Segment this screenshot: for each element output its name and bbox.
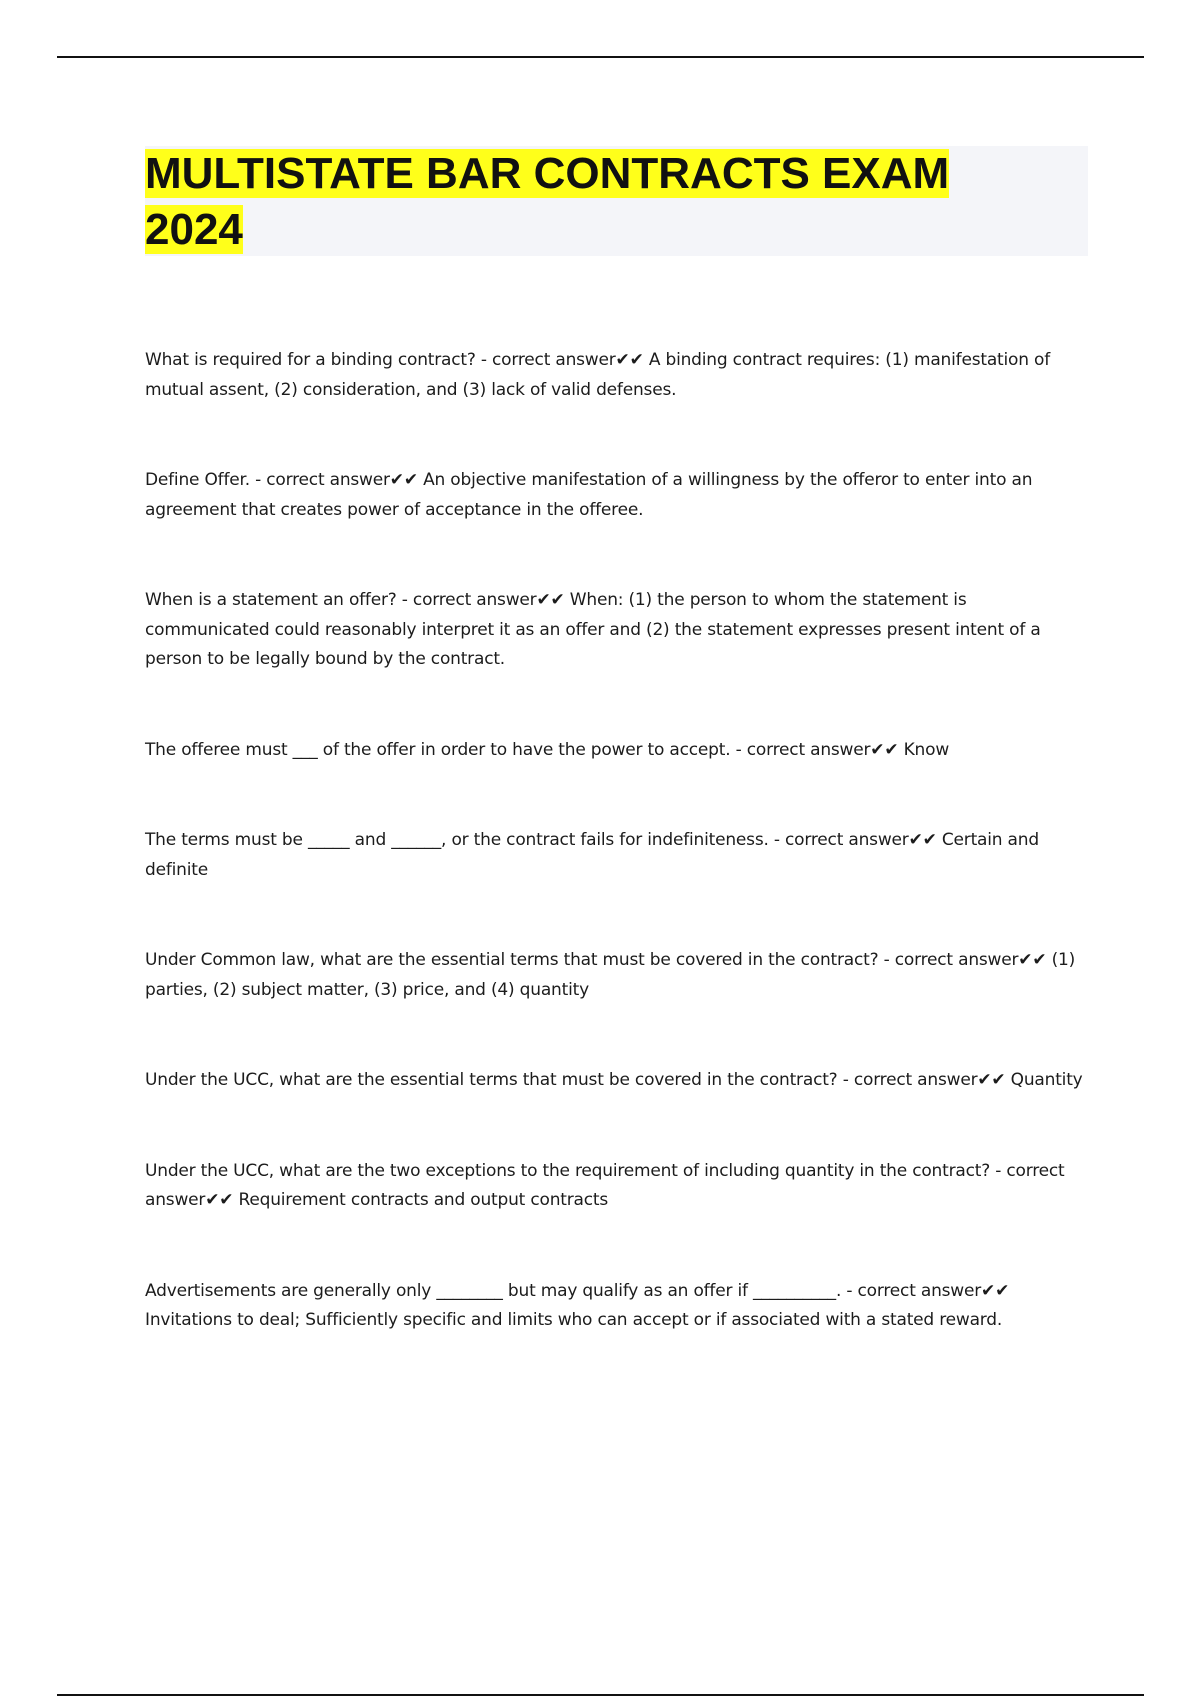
qa-item: Under Common law, what are the essential terms that must be covered in the contract? - correct answer✔✔ (1) parties, (2) subject matter, (3) price, and (4) quantity: [145, 950, 1076, 1000]
qa-item: What is required for a binding contract? - correct answer✔✔ A binding contract requires: (1) manifestation of mutual assent, (2) consideration, and (3) lack of valid defenses.: [145, 350, 1050, 400]
qa-item: The terms must be _____ and ______, or the contract fails for indefiniteness. - correct answer✔✔ Certain and definite: [145, 830, 1039, 880]
qa-item: Under the UCC, what are the two exceptions to the requirement of including quantity in the contract? - correct answer✔✔ Requirement contracts and output contracts: [145, 1160, 1065, 1210]
title-highlight: MULTISTATE BAR CONTRACTS EXAM 2024: [145, 149, 950, 254]
qa-item: When is a statement an offer? - correct answer✔✔ When: (1) the person to whom the statement is communicated could reasonably interpret it as an offer and (2) the statement expresses present intent of a person to be legally bound by the contract.: [145, 590, 1041, 669]
qa-item: Under the UCC, what are the essential terms that must be covered in the contract? - correct answer✔✔ Quantity: [145, 1070, 1083, 1090]
page-title: [145, 146, 1045, 258]
top-divider: [57, 56, 1144, 58]
bottom-divider: [57, 1694, 1144, 1696]
question-answer-list: [145, 346, 1095, 1336]
qa-item: Define Offer. - correct answer✔✔ An objective manifestation of a willingness by the offeror to enter into an agreement that creates power of acceptance in the offeree.: [145, 470, 1033, 520]
title-block: [145, 146, 1088, 256]
qa-item: The offeree must ___ of the offer in order to have the power to accept. - correct answer✔✔ Know: [145, 739, 950, 760]
qa-item: Advertisements are generally only ________ but may qualify as an offer if __________. - correct answer✔✔ Invitations to deal; Sufficiently specific and limits who can accept or if associated with a stated reward.: [145, 1280, 1010, 1330]
